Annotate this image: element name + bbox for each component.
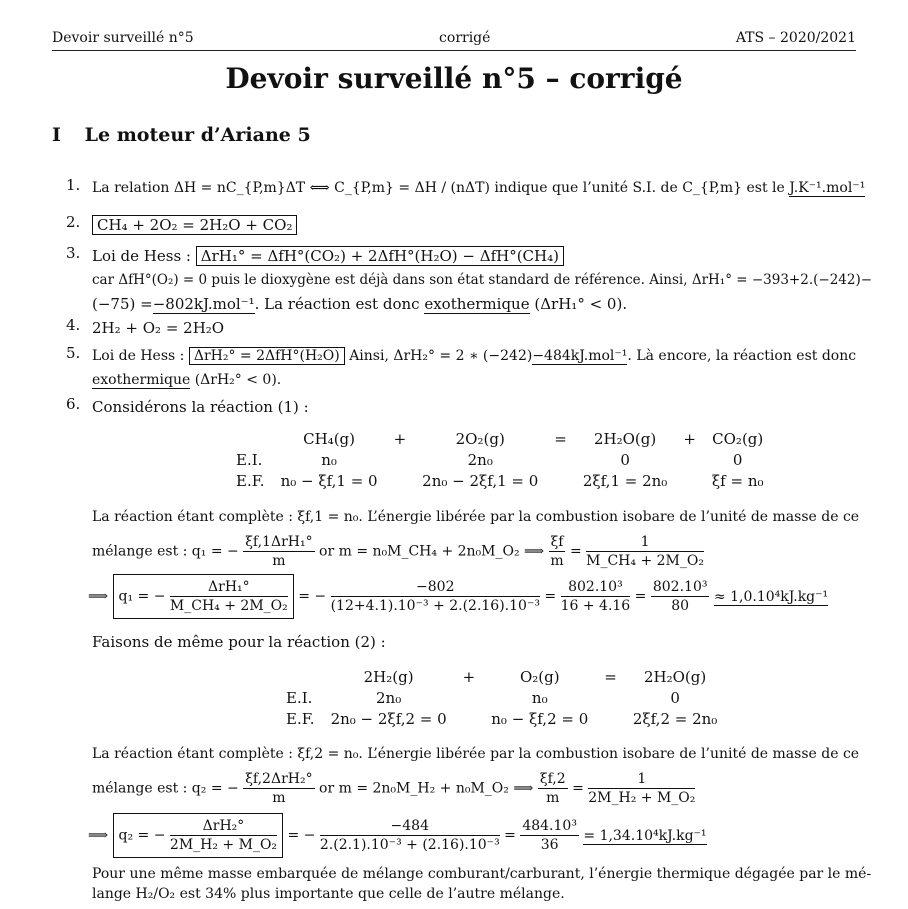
table-row — [228, 449, 772, 470]
table-cell: + — [683, 429, 696, 448]
item-5-mid: Ainsi, ΔrH₂° = 2 ∗ (−242) — [349, 348, 533, 364]
item-5-boxed: ΔrH₂° = 2ΔfH°(H₂O) — [189, 347, 345, 365]
item-5-prefix: Loi de Hess : — [92, 348, 185, 364]
table-cell: 2n₀ — [376, 688, 402, 707]
item-4 — [92, 316, 858, 340]
item-3-line3b: . La réaction est donc — [254, 295, 420, 313]
table-cell: 0 — [732, 450, 743, 469]
p1-text: = — [569, 543, 582, 560]
table-row — [278, 687, 725, 708]
numerator: ξf — [550, 534, 564, 550]
table-cell: CH₄(g) — [303, 429, 356, 448]
denominator: (12+4.1).10⁻³ + 2.(2.16).10⁻³ — [330, 598, 540, 614]
numerator: ΔrH₂° — [170, 817, 277, 836]
item-3-line2: car ΔfH°(O₂) = 0 puis le dioxygène est déjà dans son état standard de référence. Ainsi, ΔrH₁° = −393+2.(−242)− — [92, 272, 873, 288]
conclusion-line1: Pour une même masse embarquée de mélange comburant/carburant, l’énergie thermique dégagée par le mé- — [92, 866, 872, 882]
section-number: I — [52, 124, 61, 146]
denominator: M_CH₄ + 2M_O₂ — [586, 553, 704, 569]
table-cell: 2n₀ − 2ξf,2 = 0 — [330, 709, 447, 728]
item-number: 4. — [66, 316, 81, 334]
table-cell: O₂(g) — [519, 667, 560, 686]
numerator: ξf,2 — [539, 771, 566, 787]
table-cell: n₀ — [531, 688, 548, 707]
table-cell: 0 — [620, 450, 630, 469]
fraction — [538, 770, 568, 807]
item-1-answer: J.K⁻¹.mol⁻¹ — [789, 180, 866, 196]
table-cell: 2ξf,1 = 2n₀ — [582, 471, 668, 490]
p1-text: q₁ = − — [118, 588, 166, 605]
item-6 — [92, 395, 858, 419]
paragraph-2 — [88, 742, 860, 858]
table-cell: n₀ − ξf,2 = 0 — [491, 709, 589, 728]
section-title: Le moteur d’Ariane 5 — [84, 124, 311, 146]
denominator: m — [272, 790, 286, 806]
table-cell: 2n₀ — [467, 450, 493, 469]
reaction-table-2 — [278, 666, 725, 729]
item-5-value: −484kJ.mol⁻¹ — [532, 348, 628, 364]
p2-text: q₂ = − — [118, 827, 166, 844]
item-3-prefix: Loi de Hess : — [92, 247, 191, 265]
fraction — [243, 770, 314, 807]
table-row — [228, 428, 772, 449]
fraction — [243, 533, 314, 570]
item-3 — [92, 244, 873, 316]
item-number: 3. — [66, 244, 81, 262]
fraction — [651, 578, 710, 615]
p2-line1: La réaction étant complète : ξf,2 = n₀. L’énergie libérée par la combustion isobare de l’unité de masse de ce — [92, 746, 860, 762]
denominator: 2.(2.1).10⁻³ + (2.16).10⁻³ — [319, 837, 500, 853]
item-5-keyword: exothermique — [92, 372, 191, 388]
table-cell: E.I. — [236, 450, 263, 469]
numerator: −802 — [331, 578, 540, 597]
item-1 — [92, 176, 866, 200]
numerator: 1 — [586, 533, 704, 552]
item-2-equation: CH₄ + 2O₂ = 2H₂O + CO₂ — [92, 215, 297, 235]
table-cell: + — [462, 667, 476, 686]
table-cell: + — [393, 429, 407, 448]
p2-line3: ⟹ q₂ = − $\frac{\text{ΔrH₂°}}{\text{2M\_H₂ + M\_O₂}}$ = − $\frac{-484}{\text{2.(2.1).10⁻³ + (2.16).10⁻³}}$ = $\frac{\text{484.10³}}{36}$ = 1,34.10⁴kJ.kg⁻¹ — [88, 813, 858, 858]
page-title: Devoir surveillé n°5 – corrigé — [225, 62, 683, 95]
fraction — [170, 817, 277, 854]
p2-text: mélange est : q₂ = − — [92, 780, 239, 797]
fraction — [588, 770, 695, 807]
fraction — [320, 817, 500, 854]
fraction — [549, 533, 566, 570]
paragraph-2-intro: Faisons de même pour la réaction (2) : — [92, 633, 386, 651]
fraction — [586, 533, 704, 570]
conclusion — [92, 864, 872, 904]
denominator: m — [272, 553, 286, 569]
p2-text: = — [572, 780, 584, 797]
numerator: −484 — [320, 817, 500, 836]
table-cell: 2n₀ − 2ξf,1 = 0 — [422, 471, 539, 490]
item-3-value: −802kJ.mol⁻¹ — [152, 295, 255, 313]
item-number: 1. — [66, 176, 81, 194]
section-heading — [52, 124, 311, 146]
p1-line2 — [92, 533, 858, 570]
table-cell: E.F. — [236, 471, 265, 490]
numerator: 484.10³ — [522, 818, 577, 834]
table-cell: CO₂(g) — [712, 429, 764, 448]
item-number: 6. — [66, 395, 81, 413]
header-right: ATS – 2020/2021 — [735, 30, 856, 46]
reaction-table-1 — [228, 428, 772, 491]
denominator: 2M_H₂ + M_O₂ — [588, 790, 696, 806]
table-cell: n₀ — [321, 450, 337, 469]
item-number: 2. — [66, 213, 81, 231]
header-center: corrigé — [439, 30, 491, 46]
p1-text: = − — [298, 588, 327, 605]
paragraph-1 — [88, 505, 860, 619]
item-3-boxed: ΔrH₁° = ΔfH°(CO₂) + 2ΔfH°(H₂O) − ΔfH°(CH₄) — [196, 246, 564, 266]
table-cell: 2H₂(g) — [363, 667, 414, 686]
item-3-keyword: exothermique — [424, 295, 530, 313]
table-cell: = — [554, 429, 567, 448]
table-row — [228, 470, 772, 491]
q2-value: = 1,34.10⁴kJ.kg⁻¹ — [583, 827, 707, 844]
item-1-text: La relation ΔH = nC_{P,m}ΔT ⟺ C_{P,m} = ΔH / (nΔT) indique que l’unité S.I. de C_{P,m} est le — [92, 180, 785, 196]
p1-text: or m = n₀M_CH₄ + 2n₀M_O₂ ⟹ — [319, 543, 545, 560]
item-number: 5. — [66, 344, 81, 362]
numerator: 802.10³ — [652, 579, 708, 595]
item-5-tail: . Là encore, la réaction est donc — [627, 348, 857, 364]
fraction — [170, 578, 288, 615]
fraction — [561, 578, 631, 615]
table-row — [278, 666, 725, 687]
table-cell: E.I. — [286, 688, 313, 707]
denominator: 2M_H₂ + M_O₂ — [169, 837, 278, 853]
numerator: ξf,2ΔrH₂° — [245, 771, 313, 787]
p1-line1: La réaction étant complète : ξf,1 = n₀. L’énergie libérée par la combustion isobare de l’unité de masse de ce — [92, 509, 860, 525]
item-3-line3c: (ΔrH₁° < 0). — [534, 295, 628, 313]
item-2 — [92, 213, 858, 237]
table-row — [278, 708, 725, 729]
q1-result-box — [113, 574, 294, 619]
q1-value: ≈ 1,0.10⁴kJ.kg⁻¹ — [713, 588, 829, 605]
p1-line3: ⟹ q₁ = − $\frac{\text{ΔrH₁°}}{\text{M\_CH₄ + 2M\_O₂}}$ = − $\frac{-802}{\text{(12+4.1).10⁻³ + 2.(2.16).10⁻³}}$ = $\frac{\text{802.10³}}{16 + 4.16}$ = $\frac{\text{802.10³}}{80}$ ≈ 1,0.10⁴kJ.kg⁻¹ — [88, 574, 858, 619]
conclusion-line2: lange H₂/O₂ est 34% plus importante que celle de l’autre mélange. — [92, 886, 565, 902]
implies-arrow: ⟹ — [88, 827, 109, 844]
p2-line2 — [92, 770, 858, 807]
running-header — [52, 30, 856, 51]
table-cell: 2H₂O(g) — [593, 429, 657, 448]
p2-text: = − — [287, 827, 316, 844]
denominator: M_CH₄ + 2M_O₂ — [169, 598, 288, 614]
item-5 — [92, 344, 858, 392]
numerator: ΔrH₁° — [170, 578, 288, 597]
table-cell: 2H₂O(g) — [643, 667, 707, 686]
table-cell: E.F. — [286, 709, 315, 728]
item-5-tail2: (ΔrH₂° < 0). — [194, 372, 282, 388]
denominator: 80 — [671, 598, 690, 614]
table-cell: ξf = n₀ — [711, 471, 764, 490]
implies-arrow: ⟹ — [88, 588, 109, 605]
denominator: m — [550, 553, 564, 569]
numerator: ξf,1ΔrH₁° — [245, 534, 313, 550]
numerator: 1 — [588, 770, 695, 789]
numerator: 802.10³ — [561, 578, 631, 597]
p1-text: mélange est : q₁ = − — [92, 543, 239, 560]
item-4-equation: 2H₂ + O₂ = 2H₂O — [92, 319, 225, 337]
table-cell: 2ξf,2 = 2n₀ — [632, 709, 718, 728]
header-left: Devoir surveillé n°5 — [52, 30, 194, 46]
table-cell: = — [604, 667, 617, 686]
denominator: m — [546, 790, 560, 806]
fraction — [331, 578, 540, 615]
table-cell: n₀ − ξf,1 = 0 — [280, 471, 378, 490]
table-cell: 2O₂(g) — [455, 429, 505, 448]
p2-text: or m = 2n₀M_H₂ + n₀M_O₂ ⟹ — [319, 780, 534, 797]
table-cell: 0 — [670, 688, 680, 707]
item-6-text: Considérons la réaction (1) : — [92, 398, 309, 416]
denominator: 36 — [540, 837, 559, 853]
denominator: 16 + 4.16 — [560, 598, 631, 614]
q2-result-box — [113, 813, 284, 858]
fraction — [520, 817, 579, 854]
item-3-line3a: (−75) = — [92, 295, 153, 313]
